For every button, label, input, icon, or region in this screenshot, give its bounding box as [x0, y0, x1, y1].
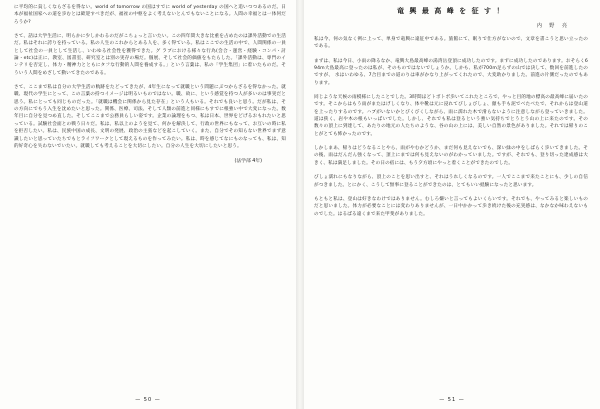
- book-gutter: [296, 0, 304, 409]
- article-author: 内 野 亮: [536, 23, 570, 29]
- article-title: 竜 興 最 高 峰 を 征 す ！: [397, 7, 505, 15]
- left-paragraph-1: に平均的に貧しくならざるを得ない。world of tomorrow の国はすでに world of yesterday の国へと追いつつあるのだ。日本が福祉国家への道を歩むとは歓迎すべきだが、福祉の中枢をよく考えないとんでもないことになる。人間の幸福とは一体何だろうか?: [14, 5, 286, 25]
- right-page: [304, 0, 600, 409]
- right-paragraph-6: もともと私は、登山は好きなわけではありません。むしろ嫌いと言ってもよいくらいです。それでも、やってみると楽しいものだと思いました。体力が必要なことには変わりありませんが、一日中かかって歩き続けた後の充実感は、なかなか味わえないものでした。はるばる遠くまで来た甲斐がありました。: [314, 196, 588, 217]
- left-paragraph-2: さて、話は大学生活に、明らかに少しかわるのだがこちょっと言いたい。この四年間大きな比重を占めたのは課外活動での生活だ。私はそれに誇りを持っている。私の人生のこれからとある人を、多く得ている。私はここでの生活の中で、人間関係の一員として社会の一員として生活し、いわゆる社会性を獲得できた。グ ラブにおける様々な行為(会合・運営・経験・コンパ・討論・etc)は正に、教室、図書室、研究室とは別の実存の場だ。個展、そして社会的価値をもたらした。「課外活動は、専門のインテリを否定し、体力・精神力とともにタフな行動的人間を養成する。」という言葉は、私の「学生集団」に着いたものだ。そういう人間をめざして動いてきたのである。: [14, 34, 286, 76]
- left-page: [0, 0, 296, 409]
- right-paragraph-4: しかしまあ、帰りはどうなることやら、雨がやむかどうか、まだ何も見えないでも、深い緑の中をしばらく歩いてきました。その後、雨はだんだん強くなって、頂上にまでは何も見えないのがわかっていました。ですが、それでも、登り切った達成感は大きく、私は満足しました。その日の宿には、もう夕方頃にやっと着くことができたのでした。: [314, 146, 588, 166]
- author-signature: (法学部 4年): [234, 159, 262, 165]
- right-paragraph-3: 同じような天候の雨模様にしたことでした。3時間ほどトボトボ歩いてこれたところで、やっと目的地の標高の最高峰に届いたのです。そこからはもう雨がまたはげしくなり、体や靴は元に浸れてびしょびしょ、顔も手も泥でべたべたで、それからは登山道を上ったりするのです。ハブがいないかとびくびくしながら、雨に濡れた木で滑らないように注意しながら登っていきました。道は狭く、岩や木の根もいっぱいでした。しかし、それでも私は登るという強い気持ちでとうとう山の上に来たのです。その数々の頂上に到達して、あたりの地元の人たちのような、谷の山の上には、美しい自然の景色がありました。それでは帰りのことがとても怖かったのです。: [314, 95, 588, 137]
- right-paragraph-5: びしょ濡れにもなりながら、頂上のことを思い出すと、それはうれしくなるのです。一人でここまで来たことにも、少しの自信がつきました。とにかく、こうして無事に登ることができたのは、とてもいい経験になったと思います。: [314, 175, 588, 188]
- right-paragraph-2: まずは、私は今日、小雨の降るなか、竜興大島最高峰の湯湾岳登頂に成功したのです。まずに成功したのであります。おそらく694m大島最高に登ったのは私が、そのものではないでしょうか。しかも、私が700m足らずの山では決して、数回を前進したのですが、 水はいわゆる、7合目までの道のりは車がかなり上がってくれたので、大変助かりました。前進の片側だったのでもあります。: [314, 58, 588, 86]
- left-paragraph-3: さて、ここまで私は自分の大学生活の軌跡をたどってきたが、4年生になって就職という問題にぶつからざるを得なかった。就職、現代の学生にとって、この言葉の持つイメージは明るいものではない。職、故に、という感覚を持つ人が多いのは事実だと思う。私にとっても同じものだった。「就職は機会に関係から見た存在」という人もいる。それでも良いと思う。だが私は、その方向にでもう入生を沈めたいと思った。関係、医療、司法、そして人類の前進と同様にもすでに根強い中で大変になった。数年目に自分を見つめ直した。そしてここまで公務員らしい姿です。企業の論理をもつ、私は日本、世界をどげるおもれたいと思っている。試験社会面との戦う日々だ。私は、私以上のようを見て、何かを解決して、行政の世界にもなって、お互いの時に私を拒否したい。私は、民族中国の成長、文明の発展、政治の主張などを起こしていく。また、自分でその知らない世界でまず意識したいと思っていたちでもとライフワークとして現えるものを作ってみたい。私は、時を感じてなにものなっても、私は、知的好奇心を失わないでいたい。就職しても考えることを大切にしたい。自分の人生を大切にしたいと思う。: [14, 85, 286, 149]
- left-page-number: — 50 —: [135, 397, 161, 403]
- right-page-number: — 51 —: [439, 397, 465, 403]
- right-paragraph-1: 私は今、何の気なく例に上って、単身で竜興に遠征中である。旅館にて、眠りで仕方がないので、文章を書こうと思い立ったのである。: [314, 37, 588, 50]
